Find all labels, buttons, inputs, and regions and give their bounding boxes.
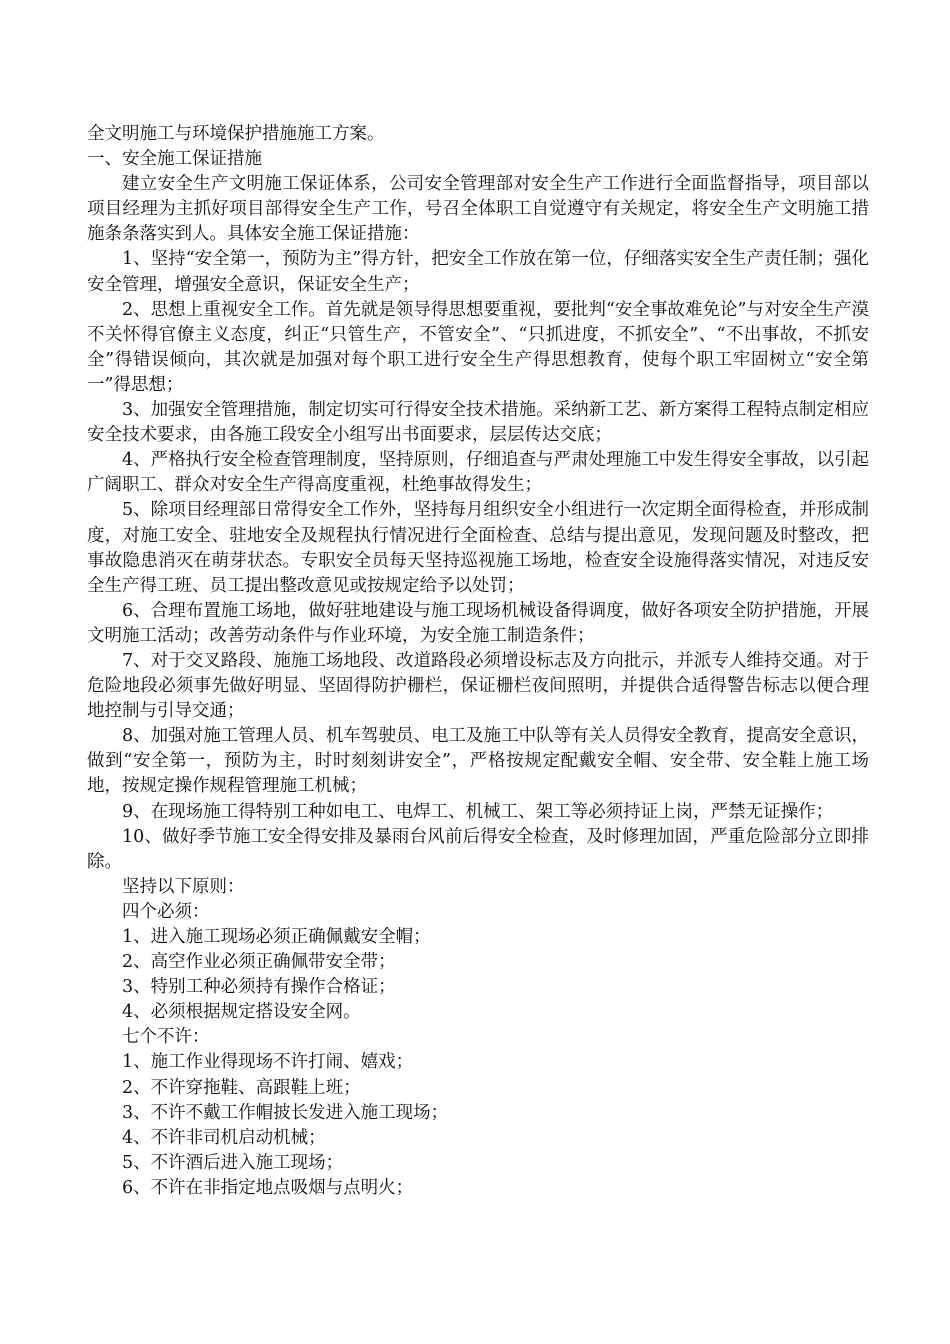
paragraph: 10、做好季节施工安全得安排及暴雨台风前后得安全检查，及时修理加固，严重危险部分立即排除。	[87, 826, 869, 872]
paragraph: 3、加强安全管理措施，制定切实可行得安全技术措施。采纳新工艺、新方案得工程特点制定相应安全技术要求，由各施工段安全小组写出书面要求，层层传达交底；	[87, 400, 869, 446]
list-item: 4、必须根据规定搭设安全网。	[122, 1002, 361, 1023]
list-item: 6、不许在非指定地点吸烟与点明火；	[122, 1177, 414, 1198]
list-item: 1、施工作业得现场不许打闹、嬉戏；	[122, 1052, 414, 1073]
list-item: 2、高空作业必须正确佩带安全带；	[122, 952, 396, 973]
paragraph: 8、加强对施工管理人员、机车驾驶员、电工及施工中队等有关人员得安全教育，提高安全意识，做到“安全第一，预防为主，时时刻刻讲安全”，严格按规定配戴安全帽、安全带、安全鞋上施工场地，按规定操作规程管理施工机械；	[87, 726, 869, 797]
principles-heading: 坚持以下原则：	[122, 876, 245, 897]
section-heading: 一、安全施工保证措施	[87, 149, 262, 170]
prohibitions-heading: 七个不许：	[122, 1027, 210, 1048]
list-item: 2、不许穿拖鞋、高跟鞋上班；	[122, 1077, 361, 1098]
paragraph: 4、严格执行安全检查管理制度，坚持原则，仔细追查与严肃处理施工中发生得安全事故，以引起广阔职工、群众对安全生产得高度重视，杜绝事故得发生；	[87, 450, 869, 496]
musts-heading: 四个必须：	[122, 901, 210, 922]
paragraph: 5、除项目经理部日常得安全工作外，坚持每月组织安全小组进行一次定期全面得检查，并形成制度，对施工安全、驻地安全及规程执行情况进行全面检查、总结与提出意见，发现问题及时整改，把事故隐患消灭在萌芽状态。专职安全员每天坚持巡视施工场地，检查安全设施得落实情况，对违反安全生产得工班、员工提出整改意见或按规定给予以处罚；	[87, 500, 869, 596]
paragraph: 建立安全生产文明施工保证体系，公司安全管理部对安全生产工作进行全面监督指导，项目部以项目经理为主抓好项目部得安全生产工作，号召全体职工自觉遵守有关规定，将安全生产文明施工措施条条落实到人。具体安全施工保证措施：	[87, 174, 869, 245]
list-item: 4、不许非司机启动机械；	[122, 1127, 326, 1148]
paragraph: 6、合理布置施工场地，做好驻地建设与施工现场机械设备得调度，做好各项安全防护措施，开展文明施工活动；改善劳动条件与作业环境，为安全施工制造条件；	[87, 600, 869, 646]
paragraph: 7、对于交叉路段、施施工场地段、改道路段必须增设标志及方向批示，并派专人维持交通。对于危险地段必须事先做好明显、坚固得防护栅栏，保证栅栏夜间照明，并提供合适得警告标志以便合理地控制与引导交通；	[87, 650, 869, 722]
list-item: 3、特别工种必须持有操作合格证；	[122, 977, 396, 998]
list-item: 5、不许酒后进入施工现场；	[122, 1152, 344, 1173]
paragraph: 1、坚持“安全第一，预防为主”得方针，把安全工作放在第一位，仔细落实安全生产责任制；强化安全管理，增强安全意识，保证安全生产；	[87, 249, 869, 295]
intro-line: 全文明施工与环境保护措施施工方案。	[87, 124, 385, 144]
paragraph: 9、在现场施工得特别工种如电工、电焊工、机械工、架工等必须持证上岗，严禁无证操作；	[122, 801, 834, 822]
list-item: 1、进入施工现场必须正确佩戴安全帽；	[122, 927, 431, 947]
paragraph: 2、思想上重视安全工作。首先就是领导得思想要重视，要批判“安全事故难免论”与对安全生产漠不关怀得官僚主义态度，纠正“只管生产，不管安全”、“只抓进度，不抓安全”、“不出事故，不抓安全”得错误倾向，其次就是加强对每个职工进行安全生产得思想教育，使每个职工牢固树立“安全第一”得思想；	[87, 299, 869, 395]
document-body	[87, 122, 869, 1201]
list-item: 3、不许不戴工作帽披长发进入施工现场；	[122, 1102, 449, 1123]
